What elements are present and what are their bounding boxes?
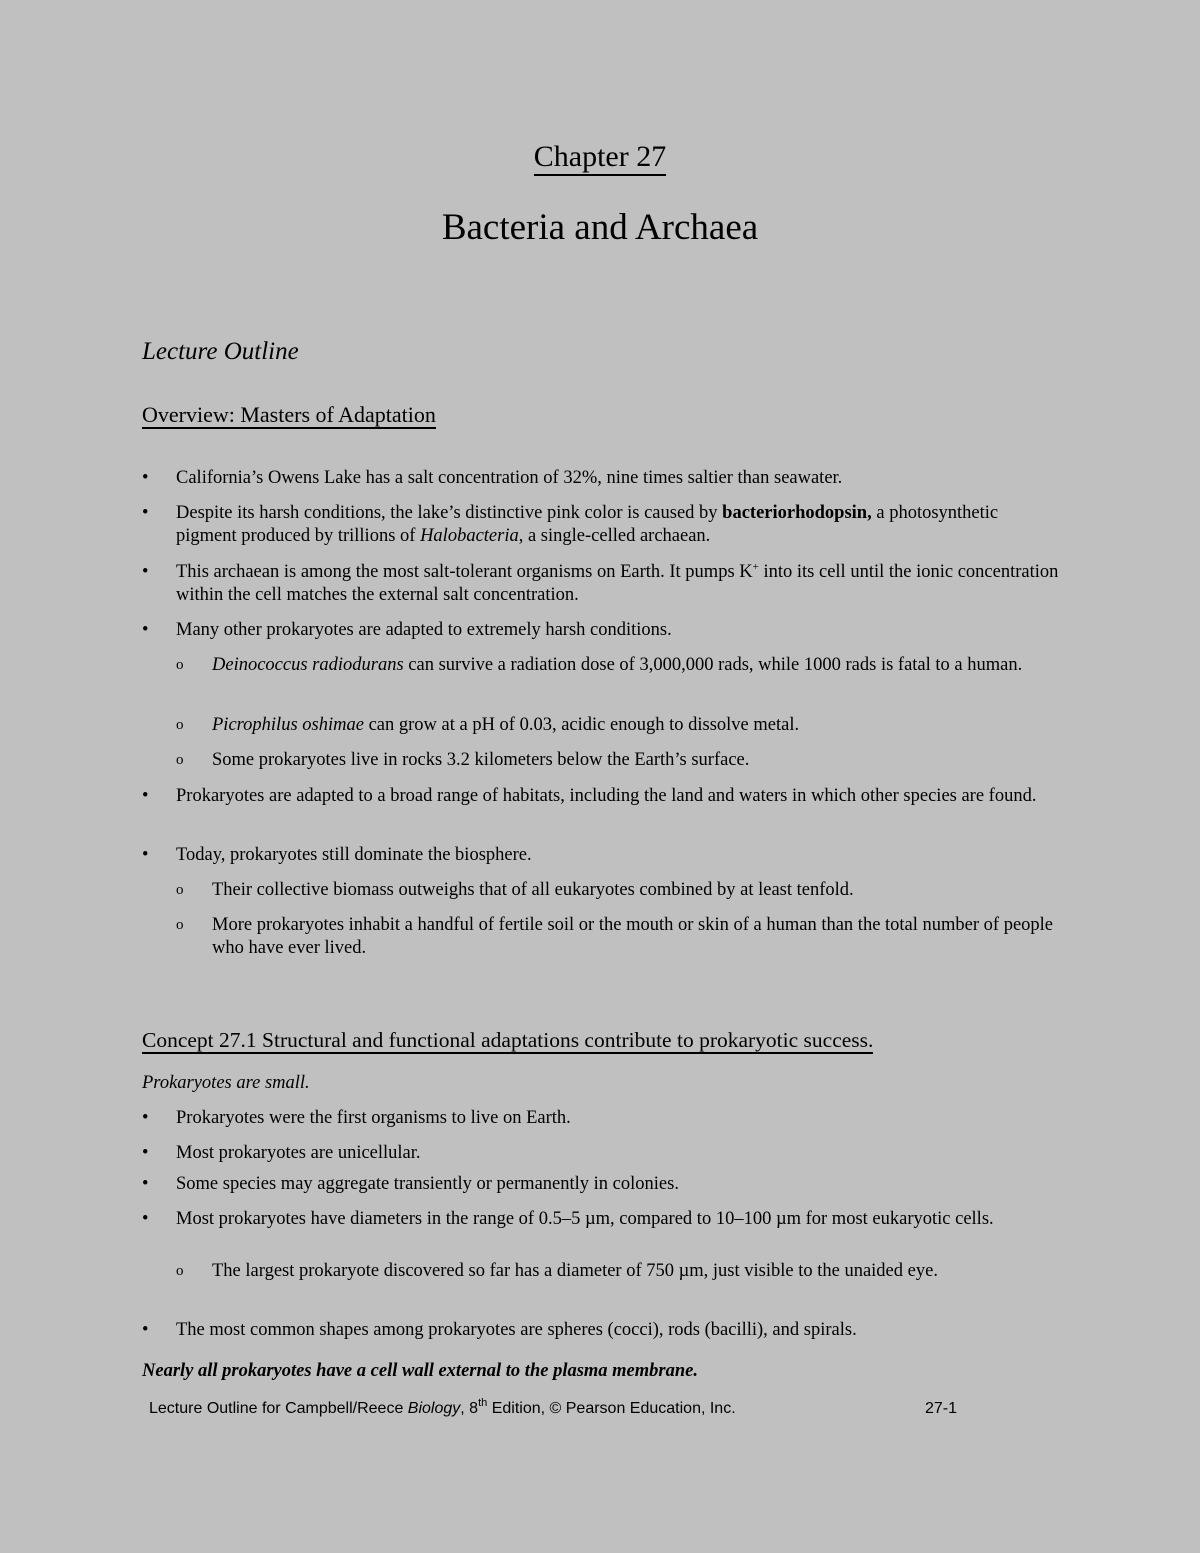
list-item: [142, 502, 1062, 548]
concept-heading-text: Concept 27.1 Structural and functional adaptations contribute to prokaryotic success.: [142, 1028, 874, 1052]
list-item: [142, 785, 1062, 808]
list-item: [142, 844, 1062, 867]
sub-bullet-marker: o: [176, 657, 184, 673]
bullet-text: a photosynthetic pigment produced by trillions of: [176, 503, 999, 546]
bullet-marker: •: [142, 562, 149, 582]
bullet-text: can survive a radiation dose of 3,000,000 rads, while 1000 rads is fatal to a human.: [403, 655, 1023, 675]
list-item: [142, 1208, 1062, 1231]
bullet-marker: •: [142, 1320, 149, 1340]
subheading-cell-wall: Nearly all prokaryotes have a cell wall external to the plasma membrane.: [142, 1361, 698, 1381]
bullet-text: Most prokaryotes have diameters in the range of 0.5–5 µm, compared to 10–100 µm for most eukaryotic cells.: [176, 1209, 994, 1229]
species-name: Halobacteria: [420, 526, 519, 546]
bullet-marker: •: [142, 1143, 149, 1163]
overview-heading-text: Overview: Masters of Adaptation: [142, 402, 436, 427]
bullet-marker: •: [142, 1108, 149, 1128]
bullet-text: Their collective biomass outweighs that of all eukaryotes combined by at least tenfold.: [212, 880, 854, 900]
sub-list-item: [176, 749, 1056, 772]
footer-text: , 8: [460, 1400, 479, 1417]
footer-book-title: Biology: [407, 1400, 461, 1417]
bullet-text: , a single-celled archaean.: [518, 526, 711, 546]
list-item: [142, 1142, 1062, 1165]
bullet-text: California’s Owens Lake has a salt concentration of 32%, nine times saltier than seawater.: [176, 468, 843, 488]
bullet-text: The largest prokaryote discovered so far has a diameter of 750 µm, just visible to the unaided eye.: [212, 1261, 938, 1281]
bullet-marker: •: [142, 468, 149, 488]
bullet-marker: •: [142, 786, 149, 806]
concept-heading: [142, 1028, 873, 1053]
bullet-text: Today, prokaryotes still dominate the biosphere.: [176, 845, 532, 865]
bullet-text: into its cell until the ionic concentration within the cell matches the external salt concentration.: [176, 562, 1059, 605]
bullet-marker: •: [142, 845, 149, 865]
overview-heading: [142, 402, 436, 428]
footer-text: Lecture Outline for Campbell/Reece: [149, 1400, 408, 1417]
chapter-number-text: Chapter 27: [534, 140, 666, 176]
bullet-text: Prokaryotes are adapted to a broad range of habitats, including the land and waters in which other species are found.: [176, 786, 1037, 806]
bullet-marker: •: [142, 1209, 149, 1229]
sub-list-item: [176, 1260, 1066, 1283]
sub-bullet-marker: o: [176, 717, 184, 733]
chapter-number: [0, 140, 1200, 174]
species-name: Deinococcus radiodurans: [212, 655, 404, 675]
page-footer: [149, 1397, 957, 1418]
footer-superscript: th: [478, 1397, 488, 1409]
list-item: [142, 1173, 1062, 1196]
bullet-text: Prokaryotes were the first organisms to live on Earth.: [176, 1108, 571, 1128]
bullet-text: Many other prokaryotes are adapted to extremely harsh conditions.: [176, 620, 672, 640]
sub-list-item: [176, 914, 1056, 960]
list-item: [142, 561, 1062, 607]
bullet-text: Most prokaryotes are unicellular.: [176, 1143, 421, 1163]
key-term: bacteriorhodopsin,: [722, 503, 872, 523]
list-item: [142, 467, 1062, 490]
sub-bullet-marker: o: [176, 917, 184, 933]
sub-list-item: [176, 654, 1066, 677]
bullet-marker: •: [142, 503, 149, 523]
bullet-text: Despite its harsh conditions, the lake’s distinctive pink color is caused by: [176, 503, 723, 523]
bullet-text: Some species may aggregate transiently or permanently in colonies.: [176, 1174, 679, 1194]
bullet-marker: •: [142, 620, 149, 640]
bullet-text: The most common shapes among prokaryotes are spheres (cocci), rods (bacilli), and spirals.: [176, 1320, 857, 1340]
sub-list-item: [176, 714, 1056, 737]
sub-bullet-marker: o: [176, 882, 184, 898]
species-name: Picrophilus oshimae: [212, 715, 364, 735]
bullet-text: Some prokaryotes live in rocks 3.2 kilometers below the Earth’s surface.: [212, 750, 750, 770]
page-number: 27-1: [924, 1400, 957, 1417]
sub-list-item: [176, 879, 1056, 902]
bullet-text: This archaean is among the most salt-tolerant organisms on Earth. It pumps K: [176, 562, 753, 582]
bullet-marker: •: [142, 1174, 149, 1194]
footer-text: Edition, © Pearson Education, Inc.: [487, 1400, 736, 1417]
list-item: [142, 619, 1062, 642]
list-item: [142, 1319, 1062, 1342]
sub-bullet-marker: o: [176, 1263, 184, 1279]
list-item: [142, 1107, 1062, 1130]
bullet-text: can grow at a pH of 0.03, acidic enough to dissolve metal.: [363, 715, 800, 735]
bullet-text: More prokaryotes inhabit a handful of fertile soil or the mouth or skin of a human than the total number of people who have ever lived.: [212, 915, 1054, 958]
chapter-title: Bacteria and Archaea: [441, 207, 759, 248]
subheading-prokaryotes-small: Prokaryotes are small.: [142, 1073, 310, 1093]
superscript: +: [752, 561, 759, 573]
lecture-outline-label: Lecture Outline: [142, 338, 299, 365]
sub-bullet-marker: o: [176, 752, 184, 768]
